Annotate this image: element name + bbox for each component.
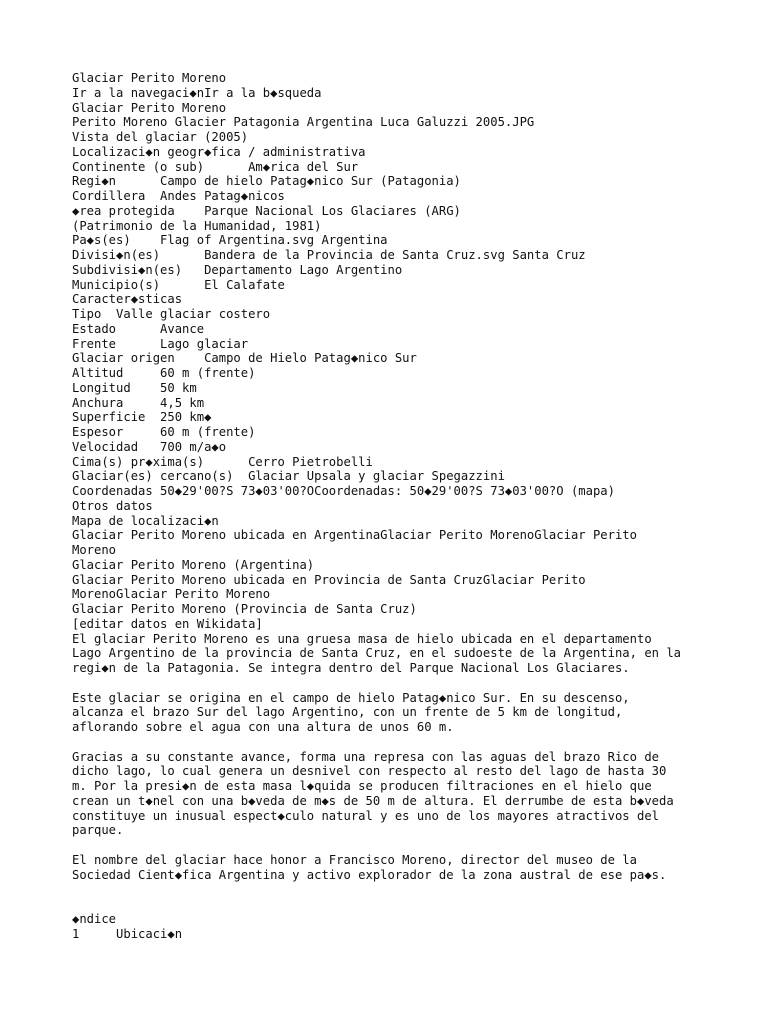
map-caption-line: Glaciar Perito Moreno ubicada en Provincia de Santa CruzGlaciar Perito xyxy=(72,572,586,587)
infobox-row-region: Regi◆n Campo de hielo Patag◆nico Sur (Patagonia) xyxy=(72,174,461,189)
paragraph-name xyxy=(72,853,712,883)
infobox-row-front: Frente Lago glaciar xyxy=(72,336,249,351)
toc-heading: ◆ndice xyxy=(72,911,117,926)
infobox-row-heritage: (Patrimonio de la Humanidad, 1981) xyxy=(72,218,322,233)
infobox-row-length: Longitud 50 km xyxy=(72,380,197,395)
map-caption-line: Glaciar Perito Moreno (Provincia de Santa Cruz) xyxy=(72,602,417,616)
table-of-contents xyxy=(72,912,712,942)
image-caption: Vista del glaciar (2005) xyxy=(72,130,249,144)
infobox-row-nearby-glaciers: Glaciar(es) cercano(s) Glaciar Upsala y glaciar Spegazzini xyxy=(72,469,505,484)
paragraph-line: crean un t◆nel con una b◆veda de m◆s de 50 m de altura. El derrumbe de esta b◆veda xyxy=(72,793,674,808)
infobox-row-nearby-peak: Cima(s) pr◆xima(s) Cerro Pietrobelli xyxy=(72,454,373,469)
paragraph-line: El glaciar Perito Moreno es una gruesa masa de hielo ubicada en el departamento xyxy=(72,631,652,646)
infobox-text xyxy=(72,71,712,632)
section-heading-other: Otros datos xyxy=(72,498,153,513)
paragraph-intro xyxy=(72,632,712,676)
paragraph-line: alcanza el brazo Sur del lago Argentino, con un frente de 5 km de longitud, xyxy=(72,705,623,720)
paragraph-line: Lago Argentino de la provincia de Santa Cruz, en el sudoeste de la Argentina, en la xyxy=(72,646,682,661)
paragraph-line: parque. xyxy=(72,823,124,838)
paragraph-line: constituye un inusual espect◆culo natural y es uno de los mayores atractivos del xyxy=(72,808,659,823)
infobox-row-speed: Velocidad 700 m/a◆o xyxy=(72,439,227,454)
article-title: Glaciar Perito Moreno xyxy=(72,71,227,85)
paragraph-spacer xyxy=(72,676,712,691)
document-body xyxy=(72,71,712,941)
map-caption-line: MorenoGlaciar Perito Moreno xyxy=(72,587,271,602)
infobox-row-country: Pa◆s(es) Flag of Argentina.svg Argentina xyxy=(72,233,388,248)
paragraph-spacer xyxy=(72,838,712,853)
infobox-row-protected-area: ◆rea protegida Parque Nacional Los Glaciares (ARG) xyxy=(72,203,461,218)
infobox-row-municipality: Municipio(s) El Calafate xyxy=(72,277,285,292)
infobox-row-altitude: Altitud 60 m (frente) xyxy=(72,366,256,380)
paragraph-line: m. Por la presi◆n de esta masa l◆quida se producen filtraciones en el hielo que xyxy=(72,779,652,793)
infobox-row-coordinates: Coordenadas 50◆29'00?S 73◆03'00?OCoordenadas: 50◆29'00?S 73◆03'00?O (mapa) xyxy=(72,484,615,498)
infobox-row-thickness: Espesor 60 m (frente) xyxy=(72,425,256,439)
paragraph-advance xyxy=(72,750,712,839)
infobox-row-continent: Continente (o sub) Am◆rica del Sur xyxy=(72,159,359,174)
edit-wikidata-link[interactable]: [editar datos en Wikidata] xyxy=(72,616,263,631)
infobox-row-type: Tipo Valle glaciar costero xyxy=(72,307,271,321)
paragraph-line: Este glaciar se origina en el campo de hielo Patag◆nico Sur. En su descenso, xyxy=(72,690,630,705)
paragraph-line: dicho lago, lo cual genera un desnivel con respecto al resto del lago de hasta 30 xyxy=(72,764,667,779)
paragraph-line: Gracias a su constante avance, forma una represa con las aguas del brazo Rico de xyxy=(72,749,659,764)
map-caption-line: Moreno xyxy=(72,543,117,557)
paragraph-line: aflorando sobre el agua con una altura de unos 60 m. xyxy=(72,720,454,734)
infobox-row-width: Anchura 4,5 km xyxy=(72,395,205,410)
infobox-row-surface: Superficie 250 km◆ xyxy=(72,410,212,425)
section-heading-location: Localizaci◆n geogr◆fica / administrativa xyxy=(72,144,366,159)
infobox-row-range: Cordillera Andes Patag◆nicos xyxy=(72,189,285,203)
map-heading: Mapa de localizaci◆n xyxy=(72,513,219,528)
section-spacer xyxy=(72,882,712,912)
paragraph-spacer xyxy=(72,735,712,750)
paragraph-line: El nombre del glaciar hace honor a Francisco Moreno, director del museo de la xyxy=(72,852,637,867)
paragraph-line: Sociedad Cient◆fica Argentina y activo explorador de la zona austral de ese pa◆s. xyxy=(72,867,667,882)
map-caption-line: Glaciar Perito Moreno (Argentina) xyxy=(72,557,315,572)
paragraph-line: regi◆n de la Patagonia. Se integra dentro del Parque Nacional Los Glaciares. xyxy=(72,661,630,675)
navigation-links[interactable]: Ir a la navegaci◆nIr a la b◆squeda xyxy=(72,85,322,100)
image-filename: Perito Moreno Glacier Patagonia Argentina Luca Galuzzi 2005.JPG xyxy=(72,115,535,130)
infobox-row-origin: Glaciar origen Campo de Hielo Patag◆nico Sur xyxy=(72,351,417,366)
section-heading-characteristics: Caracter◆sticas xyxy=(72,292,183,307)
infobox-row-state: Estado Avance xyxy=(72,321,205,336)
infobox-title: Glaciar Perito Moreno xyxy=(72,100,227,115)
map-caption-line: Glaciar Perito Moreno ubicada en ArgentinaGlaciar Perito MorenoGlaciar Perito xyxy=(72,528,637,543)
infobox-row-subdivision: Subdivisi◆n(es) Departamento Lago Argentino xyxy=(72,262,403,277)
infobox-row-division: Divisi◆n(es) Bandera de la Provincia de Santa Cruz.svg Santa Cruz xyxy=(72,248,586,262)
paragraph-origin xyxy=(72,691,712,735)
toc-item-ubicacion[interactable]: 1 Ubicaci◆n xyxy=(72,926,183,941)
